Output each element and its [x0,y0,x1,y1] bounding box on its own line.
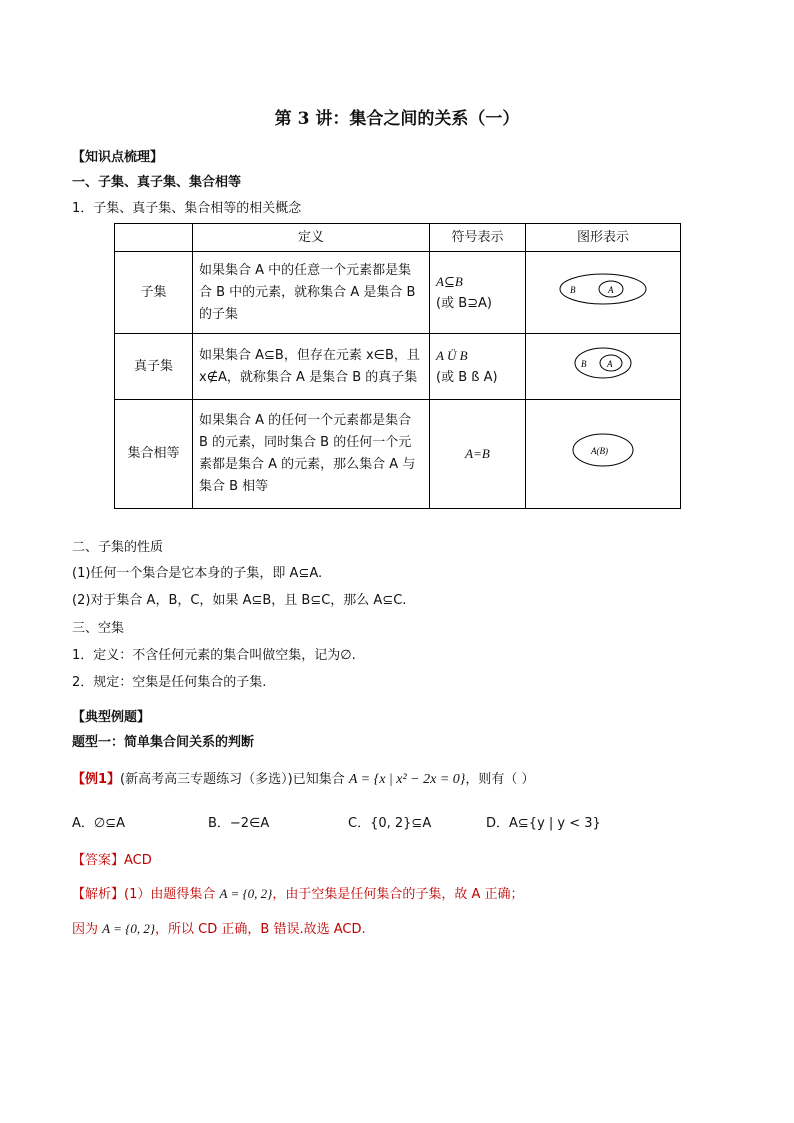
analysis-label: 【解析】 [72,887,125,902]
definition-line: 的子集 [199,306,239,322]
table-header-cell: 图形表示 [526,224,681,252]
concept-table [114,223,681,509]
symbol-line: A Ü B [436,347,468,363]
example1-question [72,768,535,788]
inner-set-label: A [607,358,613,369]
analysis-line-1 [72,883,524,902]
page-title: 第 3 讲：集合之间的关系（一） [274,109,520,129]
row-name: 子集 [115,252,193,334]
row-definition [193,252,430,334]
analysis-formula: A = {0, 2} [102,921,156,936]
row-symbol [430,334,526,400]
answer-label: 【答案】 [72,853,125,868]
symbol-line: A⊆B [436,273,463,289]
symbol-line: (或 B ß A) [436,369,498,385]
part3-item-2: 2．规定：空集是任何集合的子集. [72,675,267,690]
definition-line: x∉A，就称集合 A 是集合 B 的真子集 [199,369,418,385]
analysis-formula: A = {0, 2} [219,886,273,901]
part1-heading: 一、子集、真子集、集合相等 [72,175,242,190]
proper-subset-venn-diagram [573,346,633,380]
table-row [115,400,681,509]
option-b: B．−2∈A [208,816,270,831]
definition-line: 如果集合 A 的任何一个元素都是集合 [199,413,412,428]
row-figure [526,252,681,334]
example1-tail: ，则有（ ） [465,772,535,787]
table-header-cell [115,224,193,252]
equal-set-label: A(B) [591,446,608,456]
option-a: A．∅⊆A [72,816,126,831]
analysis-text: ，由于空集是任何集合的子集，故 A 正确； [272,887,524,902]
table-row [115,334,681,400]
definition-line: 如果集合 A⊆B，但存在元素 x∈B，且 [199,347,420,363]
examples-heading: 【典型例题】 [72,710,151,725]
example1-label: 【例1】 [72,772,121,787]
table-header-row [115,224,681,252]
row-definition [193,400,430,509]
option-c: C．{0, 2}⊆A [348,816,432,831]
part2-item-2: (2)对于集合 A，B，C，如果 A⊆B，且 B⊆C，那么 A⊆C. [72,593,407,608]
example1-set: A = {x | x² − 2x = 0} [348,772,466,787]
definition-line: B 的元素，同时集合 B 的任何一个元 [199,435,412,450]
table-row [115,252,681,334]
example1-text: (新高考高三专题练习（多选）)已知集合 [120,772,345,787]
outer-set-label: B [570,284,576,295]
row-definition [193,334,430,400]
table-header-cell: 符号表示 [430,224,526,252]
analysis-text: ，所以 CD 正确，B 错误.故选 ACD. [155,922,366,937]
subset-venn-diagram [558,272,648,306]
outer-set-label: B [581,358,587,369]
type1-heading: 题型一：简单集合间关系的判断 [72,735,255,750]
answer-line [72,849,152,868]
part3-heading: 三、空集 [72,621,125,636]
definition-line: 素都是集合 A 的元素，那么集合 A 与 [199,457,416,472]
row-figure [526,334,681,400]
analysis-text: 因为 [72,922,99,937]
symbol-line: (或 B⊇A) [436,295,492,311]
row-symbol: A=B [430,400,526,509]
part3-item-1: 1．定义：不含任何元素的集合叫做空集，记为∅. [72,648,356,663]
part1-subheading: 1．子集、真子集、集合相等的相关概念 [72,201,302,216]
row-symbol [430,252,526,334]
answer-value: ACD [124,853,152,868]
inner-set-label: A [608,284,614,295]
equal-sets-diagram [571,432,635,468]
analysis-text: (1）由题得集合 [124,887,216,902]
row-name: 集合相等 [115,400,193,509]
definition-line: 合 B 中的元素，就称集合 A 是集合 B [199,284,416,300]
definition-line: 集合 B 相等 [199,479,269,494]
part2-heading: 二、子集的性质 [72,540,164,555]
knowledge-heading: 【知识点梳理】 [72,150,164,165]
row-figure [526,400,681,509]
table-header-cell: 定义 [193,224,430,252]
row-name: 真子集 [115,334,193,400]
option-d: D．A⊆{y | y < 3} [486,816,601,831]
definition-line: 如果集合 A 中的任意一个元素都是集 [199,262,412,278]
analysis-line-2 [72,918,366,937]
part2-item-1: (1)任何一个集合是它本身的子集，即 A⊆A. [72,566,323,581]
